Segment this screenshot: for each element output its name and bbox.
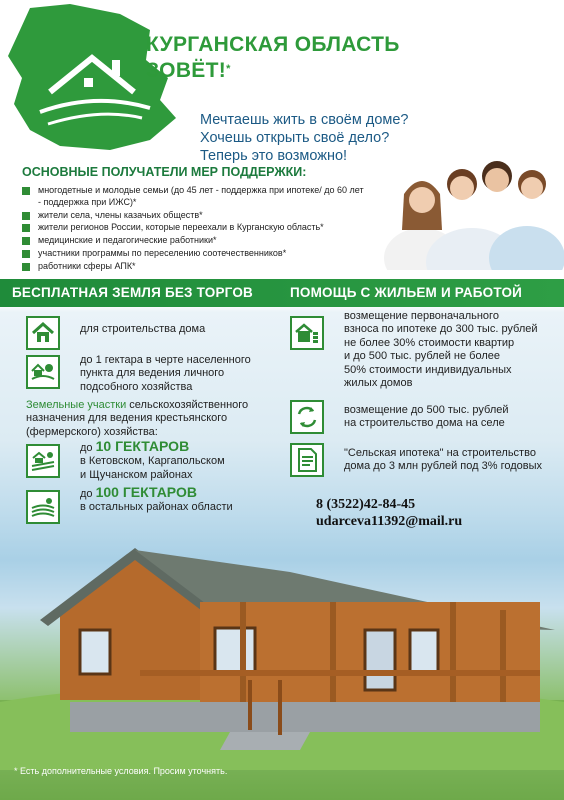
list-item (22, 222, 367, 234)
text-line: назначения для ведения крестьянского (26, 412, 228, 425)
text-line (26, 399, 248, 412)
do-label: до (80, 488, 93, 500)
mortgage-house-icon (290, 316, 324, 350)
text-line: дома до 3 млн рублей под 3% годовых (344, 460, 543, 473)
field-icon (26, 490, 60, 524)
page-title (146, 32, 400, 84)
title-line-2 (146, 58, 400, 84)
email[interactable]: udarceva11392@mail.ru (316, 514, 463, 529)
list-item (22, 210, 367, 222)
hundred-ha-block (80, 486, 233, 515)
text-line: на строительство дома на селе (344, 417, 505, 430)
list-item (22, 261, 367, 273)
text-line: возмещение первоначального (344, 310, 499, 322)
title-line-2-text: ЗОВЁТ! (146, 59, 227, 82)
family-photo (382, 140, 564, 270)
bullet-icon (22, 237, 30, 245)
village-plot-icon (26, 355, 60, 389)
tagline-line: Мечтаешь жить в своём доме? (200, 112, 409, 128)
plots-rest: сельскохозяйственного (126, 399, 249, 411)
list-item-text: медицинские и педагогические работники* (38, 235, 217, 246)
hundred-ha-value: 100 ГЕКТАРОВ (95, 484, 197, 500)
list-item-text: работники сферы АПК* (38, 260, 136, 271)
text-line: жилых домов (344, 377, 413, 390)
text-line: в Кетовском, Каргапольском (80, 455, 225, 468)
help-item-2 (344, 404, 509, 431)
plots-lead: Земельные участки (26, 399, 127, 411)
text-line: взноса по ипотеке до 300 тыс. рублей (344, 323, 538, 336)
wooden-house-photo (0, 530, 564, 770)
list-item-text: многодетные и молодые семьи (до 45 лет - поддержка при ипотеке/ до 60 лет - поддержка при ИЖС)* (38, 185, 364, 207)
do-label: до (80, 442, 93, 454)
title-line-1: КУРГАНСКАЯ ОБЛАСТЬ (146, 33, 400, 56)
bullet-icon (22, 263, 30, 271)
list-item (22, 248, 367, 260)
text-line (80, 440, 225, 455)
text-line: пункта для ведения личного (80, 367, 225, 380)
text-line: до 1 гектара в черте населенного (80, 354, 251, 366)
land-item-1: для строительства дома (80, 323, 206, 335)
footnote: * Есть дополнительные условия. Просим уточнять. (14, 766, 228, 776)
phone[interactable]: 8 (3522)42-84-45 (316, 497, 416, 512)
list-item (22, 235, 367, 247)
tagline (200, 111, 409, 165)
recipients-list (22, 185, 367, 274)
list-item-text: жители регионов России, которые переехали в Курганскую область* (38, 222, 324, 233)
ten-ha-value: 10 ГЕКТАРОВ (95, 438, 190, 454)
recipients-title: ОСНОВНЫЕ ПОЛУЧАТЕЛИ МЕР ПОДДЕРЖКИ: (22, 165, 307, 179)
text-line: и Щучанском районах (80, 468, 193, 481)
bullet-icon (22, 212, 30, 220)
bullet-icon (22, 224, 30, 232)
help-item-1 (344, 310, 538, 390)
list-item-text: жители села, члены казачьих обществ* (38, 209, 203, 220)
refund-icon (290, 400, 324, 434)
list-item-text: участники программы по переселению соотечественников* (38, 247, 287, 258)
land-item-2 (80, 354, 251, 394)
farmland-icon (26, 444, 60, 478)
text-line: "Сельская ипотека" на строительство (344, 447, 536, 459)
text-line: подсобного хозяйства (80, 380, 193, 393)
list-item (22, 185, 367, 209)
text-line: в остальных районах области (80, 501, 233, 514)
document-icon (290, 443, 324, 477)
text-line: 50% стоимости индивидуальных (344, 363, 512, 376)
tagline-line: Хочешь открыть своё дело? (200, 130, 390, 146)
text-line: (фермерского) хозяйства: (26, 425, 158, 438)
text-line (80, 486, 233, 501)
land-heading: БЕСПЛАТНАЯ ЗЕМЛЯ БЕЗ ТОРГОВ (12, 285, 253, 300)
ten-ha-block (80, 440, 225, 482)
help-heading: ПОМОЩЬ С ЖИЛЬЕМ И РАБОТОЙ (290, 285, 523, 300)
house-icon (26, 316, 60, 350)
text-line: возмещение до 500 тыс. рублей (344, 404, 509, 416)
bullet-icon (22, 250, 30, 258)
tagline-line: Теперь это возможно! (200, 148, 348, 164)
text-line: и до 500 тыс. рублей не более (344, 350, 500, 363)
title-footnote-mark: * (226, 63, 231, 75)
text-line: не более 30% стоимости квартир (344, 336, 515, 349)
plots-description (26, 399, 248, 439)
bullet-icon (22, 187, 30, 195)
help-item-3 (344, 447, 542, 474)
